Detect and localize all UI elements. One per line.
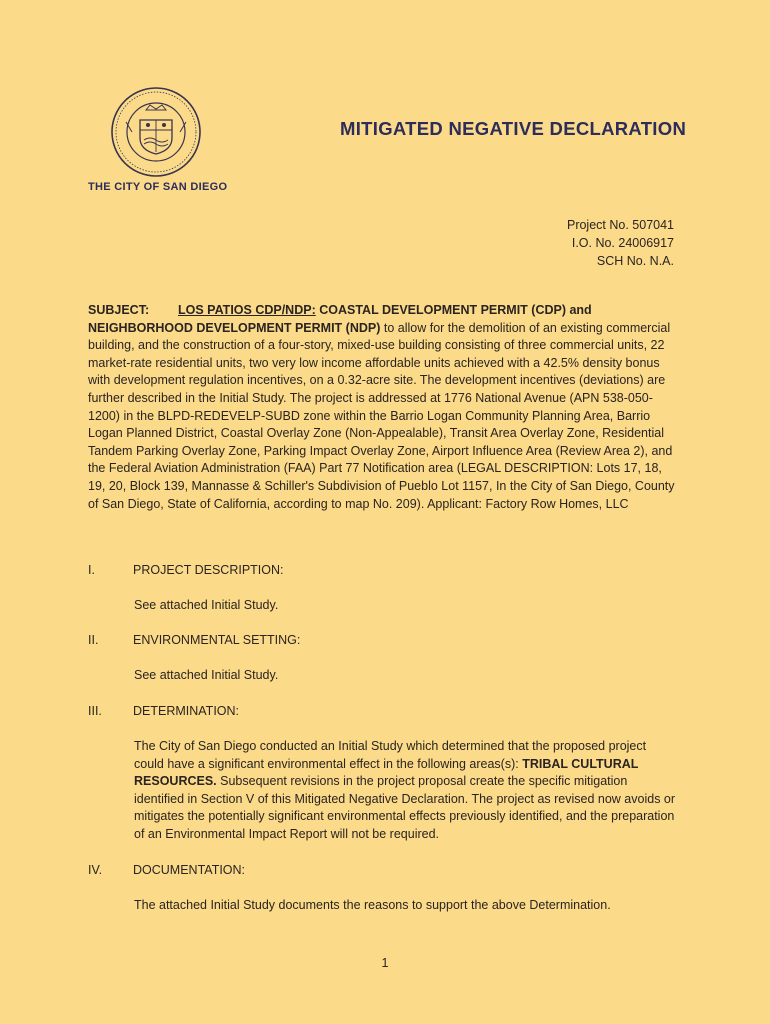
subject-paragraph [88,302,678,513]
page-number: 1 [381,956,389,970]
section-heading-1: I. PROJECT DESCRIPTION: [88,563,284,577]
project-name: LOS PATIOS CDP/NDP: [178,303,316,317]
sch-number: SCH No. N.A. [596,254,674,268]
io-number: I.O. No. 24006917 [571,236,674,250]
project-numbers [567,216,674,270]
page-title: MITIGATED NEGATIVE DECLARATION [340,118,687,139]
section-body-3: The City of San Diego conducted an Initial Study which determined that the proposed project could have a significant environmental effect in the following areas(s): TRIBAL CULTURAL RESOURCES. Subsequent revisions in the project proposal create the specific mitigation identified in Section V of this Mitigated Negative Declaration. The project as revised now avoids or mitigates the potentially significant environmental effects previously identified, and the preparation of an Environmental Impact Report will not be required. [134,739,676,841]
section-body-2: See attached Initial Study. [134,668,279,682]
city-seal-icon [110,86,202,178]
city-name: THE CITY OF SAN DIEGO [88,181,228,193]
section-heading-2: II. ENVIRONMENTAL SETTING: [88,633,301,647]
permit-names: COASTAL DEVELOPMENT PERMIT (CDP) and NEIGHBORHOOD DEVELOPMENT PERMIT (NDP) [88,303,592,335]
project-number: Project No. 507041 [566,218,674,232]
section-heading-4: IV. DOCUMENTATION: [88,863,246,877]
subject-text: to allow for the demolition of an existing commercial building, and the construction of a four-story, mixed-use building consisting of three commercial units, 22 market-rate residential units, two very low income affordable units achieved with a 42.5% density bonus with development regulation incentives, on a 0.32-acre site. The development incentives (deviations) are further described in the Initial Study. The project is addressed at 1776 National Avenue (APN 538-050-1200) in the BLPD-REDEVELP-SUBD zone within the Barrio Logan Community Planning Area, Barrio Logan Planned District, Coastal Overlay Zone (Non-Appealable), Transit Area Overlay Zone, Residential Tandem Parking Overlay Zone, Parking Impact Overlay Zone, Airport Influence Area (Review Area 2), and the Federal Aviation Administration (FAA) Part 77 Notification area (LEGAL DESCRIPTION: Lots 17, 18, 19, 20, Block 139, Mannasse & Schiller's Subdivision of Pueblo Lot 1157, In the City of San Diego, County of San Diego, State of California, according to map No. 209). Applicant: Factory Row Homes, LLC [88,320,675,511]
section-body-1: See attached Initial Study. [134,598,279,612]
section-heading-3: III. DETERMINATION: [88,704,240,718]
subject-label: SUBJECT: [88,303,150,317]
section-body-4: The attached Initial Study documents the reasons to support the above Determination. [134,898,611,912]
tribal-cultural-resources: TRIBAL CULTURAL RESOURCES. [134,756,639,789]
